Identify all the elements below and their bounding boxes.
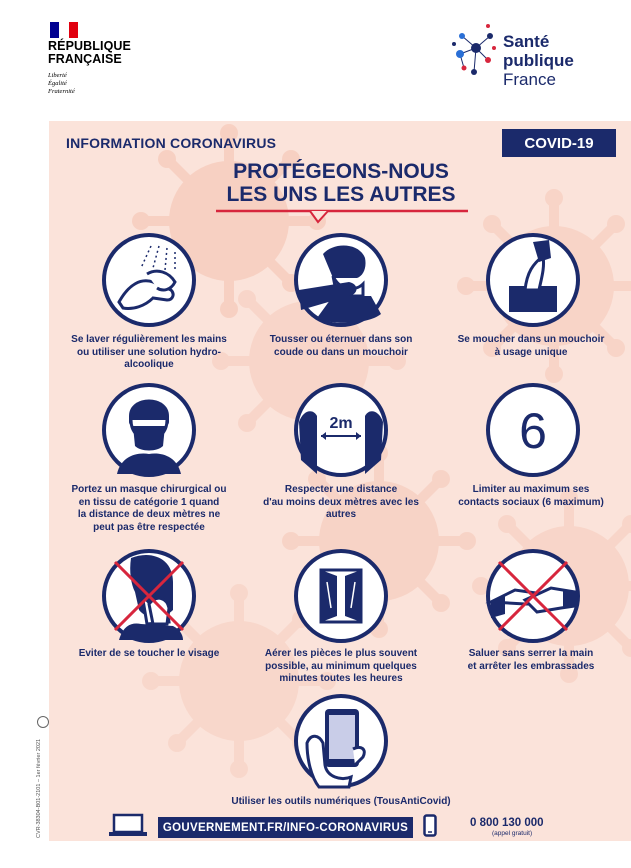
caption-six-contacts bbox=[440, 484, 622, 509]
caption-line: Utiliser les outils numériques (TousAntiCovid) bbox=[231, 796, 451, 807]
republic-motto bbox=[48, 72, 75, 96]
sante-publique-france-logo-icon bbox=[450, 22, 502, 86]
six-contacts-number: 6 bbox=[519, 403, 547, 459]
caption-face-mask bbox=[58, 484, 240, 534]
spf-line-1: Santé bbox=[503, 32, 550, 51]
republic-line-1: RÉPUBLIQUE bbox=[48, 39, 131, 53]
caption-line: Aérer les pièces le plus souvent bbox=[264, 648, 418, 659]
hand-washing-icon bbox=[101, 232, 197, 328]
six-contacts-icon bbox=[485, 382, 581, 478]
caption-cough-in-elbow bbox=[250, 334, 432, 359]
caption-line: Portez un masque chirurgical ou bbox=[71, 484, 227, 495]
caption-line: et arrêter les embrassades bbox=[467, 660, 595, 672]
no-handshake-icon bbox=[485, 548, 581, 644]
caption-line: alcoolique bbox=[124, 359, 174, 370]
laptop-icon bbox=[108, 813, 148, 837]
helpline-number[interactable]: 0 800 130 000 bbox=[470, 817, 544, 829]
headline-underline-speech-bubble-icon bbox=[214, 208, 470, 224]
recycle-icon bbox=[37, 716, 49, 728]
document-reference: CVR-38304-B01-2101 – 1er février 2021 bbox=[36, 738, 42, 838]
caption-line: contacts sociaux (6 maximum) bbox=[458, 496, 604, 508]
motto-egalite: Égalité bbox=[48, 80, 67, 87]
headline-line-2: LES UNS LES AUTRES bbox=[226, 183, 456, 206]
caption-line: possible, au minimum quelques bbox=[265, 660, 417, 672]
government-info-url[interactable]: GOUVERNEMENT.FR/INFO-CORONAVIRUS bbox=[158, 817, 413, 838]
caption-line: en tissu de catégorie 1 quand bbox=[78, 496, 220, 508]
open-window-icon bbox=[293, 548, 389, 644]
smartphone-icon bbox=[293, 693, 389, 789]
distance-2m-label: 2m bbox=[329, 415, 353, 432]
motto-liberte: Liberté bbox=[48, 72, 67, 79]
tissue-box-icon bbox=[485, 232, 581, 328]
distance-2m-icon bbox=[293, 382, 389, 478]
spf-line-3: France bbox=[503, 70, 556, 89]
motto-fraternite: Fraternité bbox=[48, 88, 75, 95]
spf-line-2: publique bbox=[503, 51, 574, 70]
cough-in-elbow-icon bbox=[293, 232, 389, 328]
caption-line: minutes toutes les heures bbox=[279, 673, 403, 684]
headline-line-1: PROTÉGEONS-NOUS bbox=[233, 160, 449, 183]
caption-line: Limiter au maximum ses bbox=[472, 484, 590, 495]
mobile-phone-icon bbox=[423, 814, 437, 838]
caption-line: à usage unique bbox=[494, 346, 568, 358]
face-mask-icon bbox=[101, 382, 197, 478]
sante-publique-france-wordmark bbox=[503, 32, 574, 89]
caption-line: Respecter une distance bbox=[284, 484, 398, 495]
caption-line: Se moucher dans un mouchoir bbox=[457, 334, 605, 345]
caption-no-handshake bbox=[440, 648, 622, 673]
caption-line: coude ou dans un mouchoir bbox=[274, 346, 408, 358]
covid-19-badge: COVID-19 bbox=[502, 129, 616, 157]
caption-line: autres bbox=[325, 509, 356, 520]
caption-hand-washing bbox=[58, 334, 240, 372]
headline bbox=[200, 160, 482, 206]
french-flag-icon bbox=[50, 22, 78, 38]
caption-open-window bbox=[250, 648, 432, 686]
caption-line: Tousser ou éternuer dans son bbox=[269, 334, 413, 345]
caption-line: la distance de deux mètres ne bbox=[77, 509, 221, 520]
caption-distance bbox=[250, 484, 432, 522]
caption-no-face-touch bbox=[58, 648, 240, 661]
republique-francaise-logo bbox=[48, 40, 131, 66]
caption-line: Eviter de se toucher le visage bbox=[78, 648, 220, 659]
caption-smartphone bbox=[188, 796, 494, 809]
republic-line-2: FRANÇAISE bbox=[48, 52, 122, 66]
caption-line: d'au moins deux mètres avec les bbox=[263, 496, 419, 508]
caption-line: ou utiliser une solution hydro- bbox=[77, 346, 221, 358]
helpline-note: (appel gratuit) bbox=[492, 830, 533, 837]
no-face-touch-icon bbox=[101, 548, 197, 644]
caption-line: peut pas être respectée bbox=[93, 521, 205, 533]
caption-line: Se laver régulièrement les mains bbox=[71, 334, 227, 345]
caption-line: Saluer sans serrer la main bbox=[468, 648, 594, 659]
information-coronavirus-label: INFORMATION CORONAVIRUS bbox=[66, 135, 277, 151]
caption-tissue bbox=[440, 334, 622, 359]
